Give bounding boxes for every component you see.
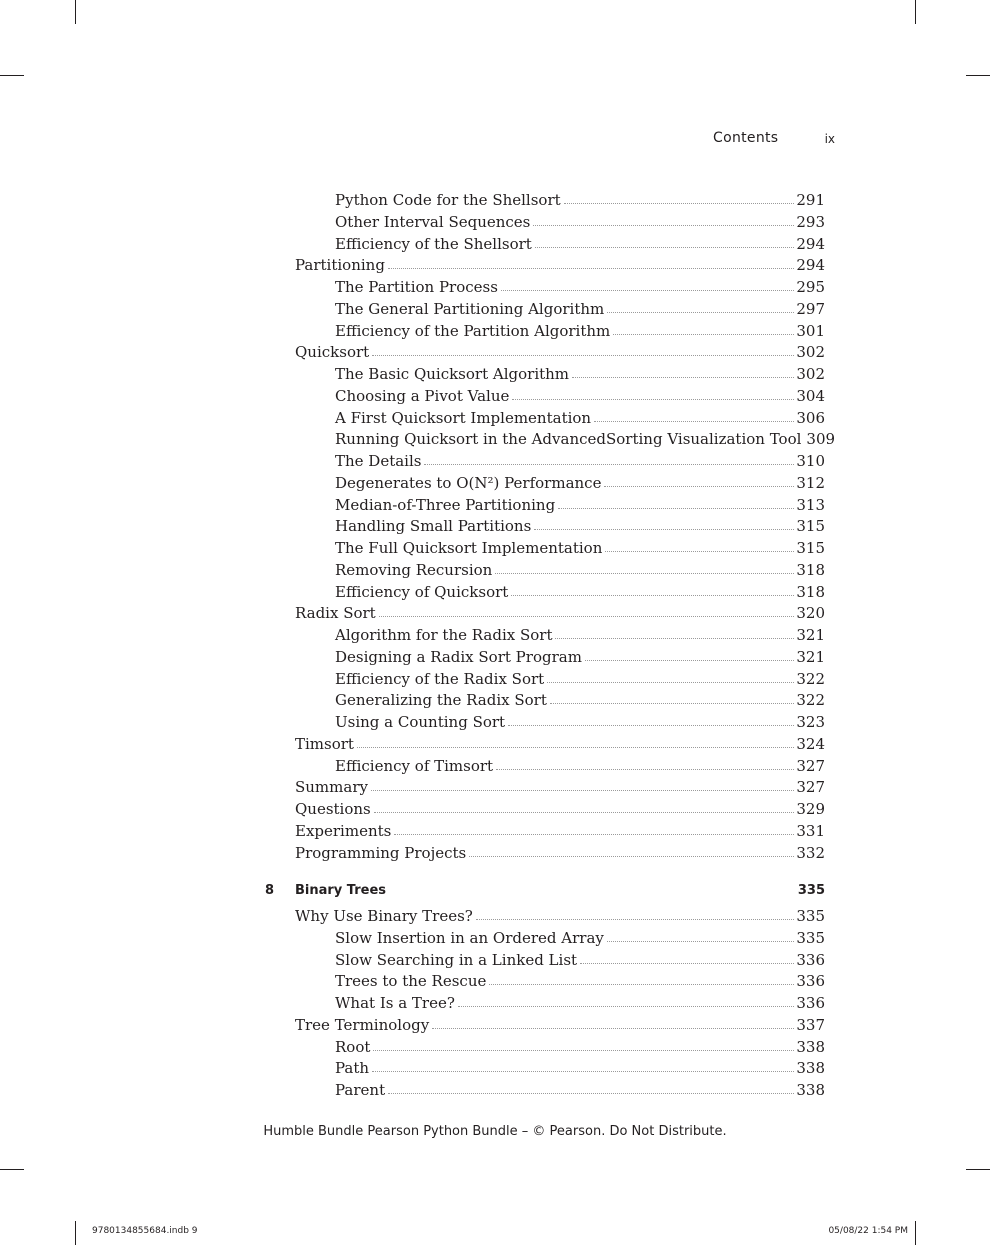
toc-entry[interactable] [0, 689, 990, 711]
toc-entry[interactable] [0, 494, 990, 516]
toc-entry-title: Parent [335, 1081, 386, 1099]
toc-entry-page: 322 [796, 691, 825, 710]
toc-entry-page: 327 [796, 778, 825, 797]
toc-entry[interactable] [0, 559, 990, 581]
dot-leader [374, 812, 795, 813]
toc-entry-line [295, 602, 825, 624]
dot-leader [564, 203, 795, 204]
toc-entry-page: 312 [796, 473, 825, 492]
toc-entry-page: 309 [806, 430, 836, 449]
toc-entry-page: 294 [796, 234, 825, 253]
toc-entry-title: Slow Searching in a Linked List [335, 950, 578, 969]
toc-entry-line [335, 211, 825, 233]
toc-entry-page: 293 [796, 212, 825, 231]
toc-entry-line [335, 581, 825, 603]
toc-entry-title: Efficiency of the Shellsort [335, 234, 532, 253]
toc-entry[interactable] [0, 842, 990, 864]
toc-entry-title: Efficiency of the Radix Sort [335, 669, 545, 688]
toc-entry-line [335, 428, 836, 450]
toc-entry-line [335, 1079, 825, 1101]
toc-entry-page: 335 [796, 907, 825, 925]
toc-entry-title: Tree Terminology [295, 1015, 430, 1034]
dot-leader [489, 984, 794, 985]
toc-entry-title: Handling Small Partitions [335, 517, 532, 536]
toc-entry-page: 337 [796, 1015, 825, 1034]
dot-leader [535, 247, 795, 248]
toc-entry[interactable] [0, 407, 990, 429]
toc-entry-title: Efficiency of Timsort [335, 756, 494, 775]
toc-entry-page: 313 [796, 495, 825, 514]
toc-entry-page: 291 [796, 191, 825, 209]
toc-entry-line [335, 711, 825, 733]
dot-leader [388, 1093, 794, 1094]
toc-entry[interactable] [0, 970, 990, 992]
toc-entry-title: Programming Projects [295, 843, 467, 862]
toc-entry[interactable] [0, 298, 990, 320]
toc-entry[interactable] [0, 1079, 990, 1101]
running-header-page-number: ix [824, 132, 835, 146]
toc-entry-title: Timsort [295, 734, 354, 753]
dot-leader [372, 1071, 794, 1072]
toc-entry-title: Partitioning [295, 256, 385, 275]
dot-leader [572, 377, 794, 378]
slug-file-name: 9780134855684.indb 9 [92, 1226, 198, 1236]
toc-entry[interactable] [0, 1057, 990, 1079]
toc-entry-page: 295 [796, 278, 825, 296]
dot-leader [357, 747, 794, 748]
toc-entry-line [335, 320, 825, 342]
toc-entry-line [335, 668, 825, 690]
dot-leader [533, 225, 794, 226]
toc-entry-page: 302 [796, 343, 825, 362]
running-header [700, 130, 840, 150]
toc-entry-line [335, 624, 825, 646]
toc-entry-line [335, 689, 825, 711]
toc-entry-line [295, 820, 825, 842]
toc-entry-page: 335 [796, 928, 825, 947]
toc-entry-title: Questions [295, 800, 371, 818]
toc-entry-page: 315 [796, 517, 825, 536]
toc-entry-page: 338 [796, 1081, 825, 1099]
toc-entry[interactable] [0, 276, 990, 298]
toc-entry-line [295, 798, 825, 820]
toc-entry[interactable] [0, 233, 990, 255]
toc-entry-title: The Full Quicksort Implementation [335, 539, 603, 557]
toc-entry-title: Why Use Binary Trees? [295, 907, 473, 925]
dot-leader [512, 399, 794, 400]
toc-entry-page: 322 [796, 669, 825, 688]
dot-leader [547, 682, 794, 683]
toc-entry[interactable] [0, 733, 990, 755]
toc-entry-line [295, 733, 825, 755]
toc-entry-page: 294 [796, 256, 825, 275]
toc-entry-line [335, 276, 825, 298]
toc-entry-title: Summary [295, 778, 368, 797]
toc-entry[interactable] [0, 581, 990, 603]
toc-entry[interactable] [0, 646, 990, 668]
toc-entry-title: Running Quicksort in the AdvancedSorting Visualization Tool [335, 430, 802, 449]
toc-entry[interactable] [0, 254, 990, 276]
dot-leader [604, 486, 794, 487]
crop-mark [966, 1169, 990, 1170]
toc-entry-title: Degenerates to O(N²) Performance [335, 473, 602, 492]
toc-entry-title: Removing Recursion [335, 560, 493, 579]
toc-entry-title: Python Code for the Shellsort [335, 191, 561, 209]
toc-entry-page: 323 [796, 713, 825, 731]
dot-leader [476, 919, 795, 920]
dot-leader [607, 941, 794, 942]
toc-entry[interactable] [0, 472, 990, 494]
toc-entry-title: Radix Sort [295, 604, 376, 623]
toc-entry[interactable] [0, 428, 990, 450]
toc-entry-line [335, 189, 825, 211]
toc-entry[interactable] [0, 798, 990, 820]
toc-entry-title: Using a Counting Sort [335, 713, 506, 731]
toc-entry[interactable] [0, 189, 990, 211]
toc-entry[interactable] [0, 949, 990, 971]
crop-mark [966, 75, 990, 76]
toc-entry[interactable] [0, 450, 990, 472]
chapter-number: 8 [265, 883, 275, 898]
toc-entry-page: 321 [796, 647, 825, 666]
toc-entry-line [335, 755, 825, 777]
footer-notice: Humble Bundle Pearson Python Bundle – © Pearson. Do Not Distribute. [263, 1124, 727, 1139]
dot-leader [607, 312, 794, 313]
crop-mark [0, 75, 24, 76]
toc-entry-title: Path [335, 1059, 370, 1078]
dot-leader [495, 573, 794, 574]
dot-leader [511, 595, 794, 596]
toc-entry-title: Efficiency of Quicksort [335, 582, 509, 601]
toc-entry-line [335, 233, 825, 255]
toc-entry-page: 315 [796, 539, 825, 557]
toc-entry[interactable] [0, 515, 990, 537]
toc-entry-line [335, 927, 825, 949]
toc-entry-line [295, 905, 825, 927]
toc-entry-line [335, 298, 825, 320]
dot-leader [458, 1006, 794, 1007]
toc-entry-title: Slow Insertion in an Ordered Array [335, 928, 604, 947]
dot-leader [605, 551, 794, 552]
dot-leader [558, 508, 794, 509]
toc-entry[interactable] [0, 711, 990, 733]
toc-entry-line [295, 776, 825, 798]
toc-entry-page: 338 [796, 1037, 825, 1056]
toc-entry-line [295, 341, 825, 363]
dot-leader [394, 834, 794, 835]
toc-entry-title: Quicksort [295, 343, 370, 362]
toc-entry-line [335, 450, 825, 472]
toc-entry-title: Median-of-Three Partitioning [335, 495, 556, 514]
chapter-heading[interactable] [0, 880, 990, 902]
toc-entry-page: 331 [796, 821, 825, 840]
toc-entry-page: 329 [796, 800, 825, 818]
toc-entry-page: 336 [796, 994, 825, 1012]
dot-leader [508, 725, 794, 726]
toc-entry[interactable] [0, 668, 990, 690]
toc-entry[interactable] [0, 1014, 990, 1036]
toc-entry-line [335, 1057, 825, 1079]
chapter-page: 335 [797, 883, 825, 898]
chapter-title: Binary Trees [295, 883, 387, 898]
toc-entry-line [335, 949, 825, 971]
toc-entry-line [335, 472, 825, 494]
toc-entry[interactable] [0, 211, 990, 233]
dot-leader [594, 421, 794, 422]
dot-leader [585, 660, 794, 661]
toc-entry[interactable] [0, 820, 990, 842]
crop-mark [75, 0, 76, 24]
crop-mark [0, 1169, 24, 1170]
toc-entry-page: 320 [796, 604, 825, 623]
dot-leader [424, 464, 794, 465]
dot-leader [534, 529, 794, 530]
toc-entry-title: A First Quicksort Implementation [335, 408, 592, 427]
toc-entry[interactable] [0, 320, 990, 342]
toc-entry-page: 301 [796, 321, 825, 340]
toc-entry-page: 306 [796, 408, 825, 427]
toc-entry[interactable] [0, 1036, 990, 1058]
toc-entry-title: Root [335, 1037, 371, 1056]
toc-entry-page: 336 [796, 950, 825, 969]
toc-entry-line [295, 254, 825, 276]
toc-entry-page: 332 [796, 843, 825, 862]
toc-entry-title: Designing a Radix Sort Program [335, 647, 582, 666]
dot-leader [613, 334, 794, 335]
dot-leader [555, 638, 794, 639]
toc-entry-title: Trees to the Rescue [335, 972, 487, 991]
toc-entry-title: Other Interval Sequences [335, 212, 531, 231]
dot-leader [388, 268, 794, 269]
toc-entry-title: Experiments [295, 821, 392, 840]
toc-entry-title: Efficiency of the Partition Algorithm [335, 321, 611, 340]
toc-entry-page: 304 [796, 386, 825, 405]
toc-entry-title: Choosing a Pivot Value [335, 386, 510, 405]
toc-entry-page: 302 [796, 365, 825, 383]
crop-mark [75, 1221, 76, 1245]
toc-entry-page: 297 [796, 299, 825, 318]
toc-entry[interactable] [0, 602, 990, 624]
toc-entry-line [295, 1014, 825, 1036]
toc-entry-page: 318 [796, 560, 825, 579]
toc-entry-page: 327 [796, 756, 825, 775]
dot-leader [580, 963, 794, 964]
toc-entry-line [335, 363, 825, 385]
dot-leader [379, 616, 795, 617]
toc-entry-line [335, 385, 825, 407]
slug-datetime: 05/08/22 1:54 PM [828, 1226, 908, 1236]
toc-entry-line [295, 842, 825, 864]
toc-entry-title: The Details [335, 452, 422, 470]
toc-entry-page: 324 [796, 734, 825, 753]
toc-entry[interactable] [0, 927, 990, 949]
toc-entry-page: 321 [796, 626, 825, 644]
toc-entry-line [335, 992, 825, 1014]
toc-entry[interactable] [0, 992, 990, 1014]
dot-leader [373, 1050, 794, 1051]
crop-mark [915, 1221, 916, 1245]
toc-entry-page: 336 [796, 972, 825, 991]
toc-entry-title: Algorithm for the Radix Sort [335, 626, 553, 644]
toc-entry[interactable] [0, 624, 990, 646]
toc-entry-page: 318 [796, 582, 825, 601]
dot-leader [550, 703, 794, 704]
toc-entry-title: Generalizing the Radix Sort [335, 691, 547, 710]
dot-leader [371, 790, 794, 791]
toc-entry[interactable] [0, 776, 990, 798]
crop-mark [915, 0, 916, 24]
toc-entry[interactable] [0, 341, 990, 363]
dot-leader [496, 769, 794, 770]
dot-leader [469, 856, 794, 857]
toc-entry[interactable] [0, 363, 990, 385]
toc-entry[interactable] [0, 905, 990, 927]
dot-leader [372, 355, 794, 356]
toc-entry-line [335, 970, 825, 992]
toc-entry[interactable] [0, 755, 990, 777]
dot-leader [501, 290, 794, 291]
running-header-title: Contents [713, 130, 779, 146]
toc-entry-line [335, 515, 825, 537]
toc-entry-line [335, 537, 825, 559]
toc-entry-line [335, 1036, 825, 1058]
toc-entry-title: What Is a Tree? [335, 994, 455, 1012]
toc-entry[interactable] [0, 385, 990, 407]
toc-entry-line [335, 559, 825, 581]
toc-entry-page: 310 [796, 452, 825, 470]
toc-entry-line [335, 407, 825, 429]
toc-entry-line [335, 646, 825, 668]
toc-entry-title: The Basic Quicksort Algorithm [335, 365, 570, 383]
toc-entry-line [335, 494, 825, 516]
toc-entry-title: The General Partitioning Algorithm [335, 299, 605, 318]
dot-leader [432, 1028, 794, 1029]
toc-entry[interactable] [0, 537, 990, 559]
toc-entry-title: The Partition Process [335, 278, 498, 296]
toc-entry-page: 338 [796, 1059, 825, 1078]
